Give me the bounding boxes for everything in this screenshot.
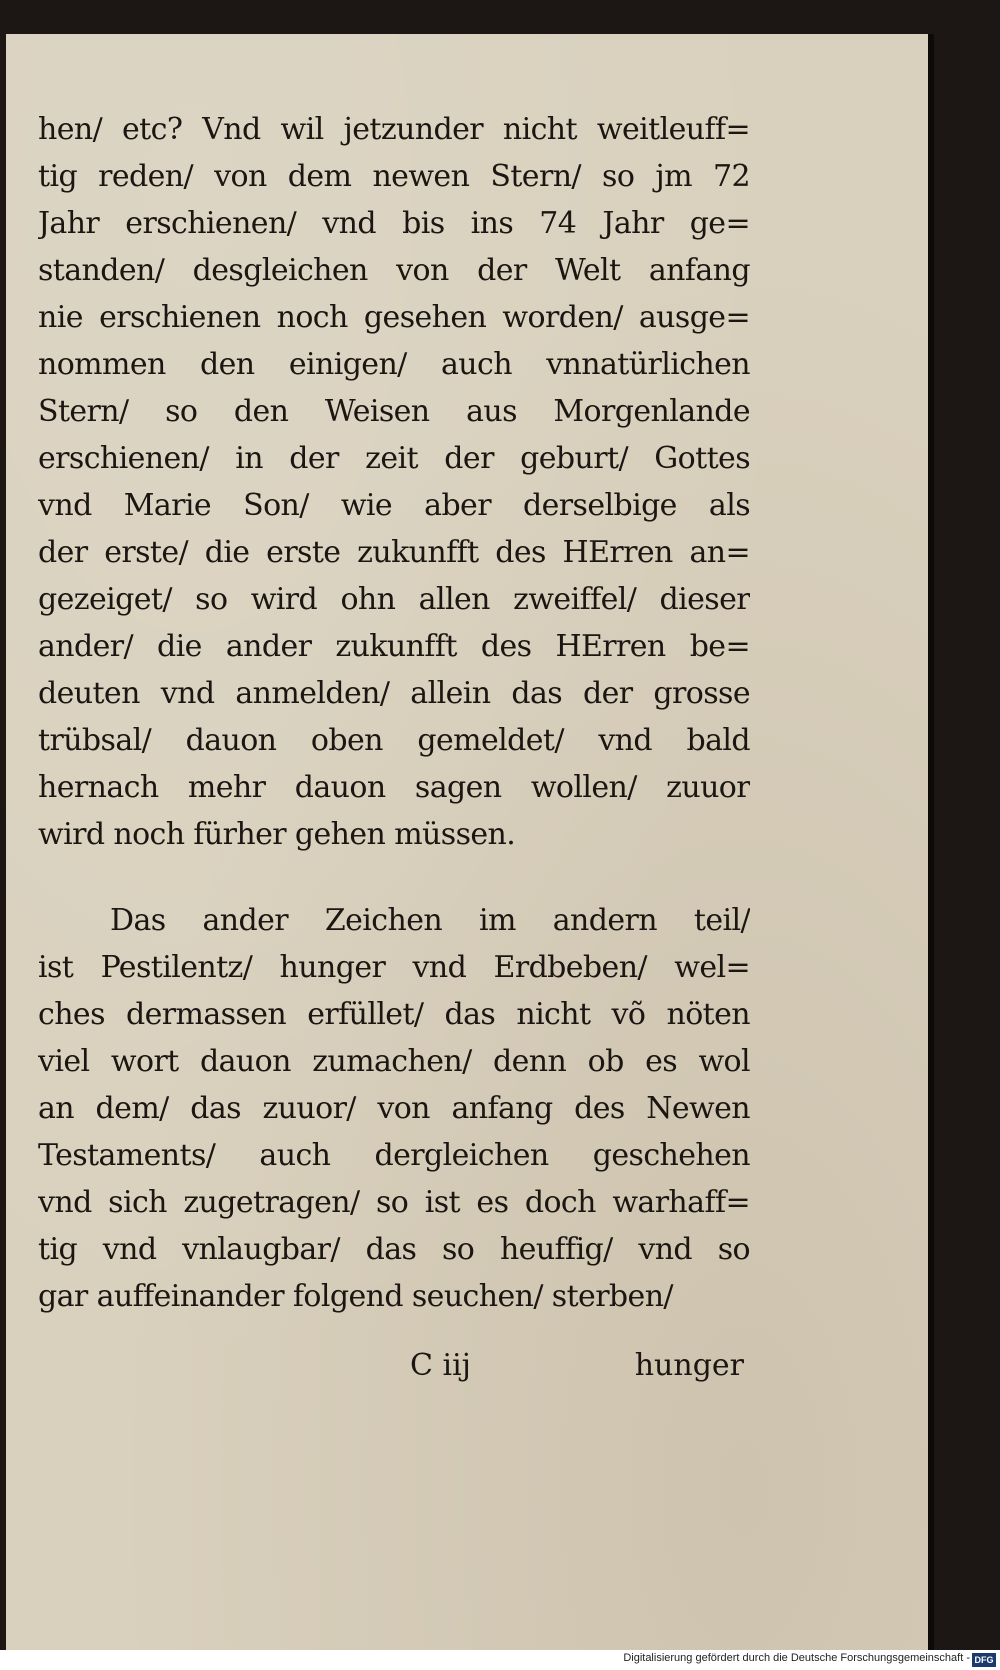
text-line: ches dermassen erfüllet/ das nicht võ nöten	[38, 997, 750, 1032]
text-line: Testaments/ auch dergleichen geschehen	[38, 1138, 750, 1173]
footer-bar	[0, 1650, 1000, 1670]
text-line: Das ander Zeichen im andern teil/	[110, 903, 750, 938]
text-line: nie erschienen noch gesehen worden/ ausge=	[38, 300, 750, 335]
dfg-logo-icon: DFG	[972, 1653, 996, 1667]
paragraph-2	[38, 897, 750, 1320]
text-line: deuten vnd anmelden/ allein das der grosse	[38, 676, 750, 711]
text-line: an dem/ das zuuor/ von anfang des Newen	[38, 1091, 750, 1126]
text-line: hen/ etc? Vnd wil jetzunder nicht weitleuff=	[38, 112, 750, 147]
paragraph-1	[38, 106, 750, 858]
text-line: vnd sich zugetragen/ so ist es doch warhaff=	[38, 1185, 750, 1220]
text-line: tig vnd vnlaugbar/ das so heuffig/ vnd so	[38, 1232, 750, 1267]
footer-credit: Digitalisierung gefördert durch die Deutsche Forschungsgemeinschaft -	[623, 1652, 970, 1664]
text-line: standen/ desgleichen von der Welt anfang	[38, 253, 750, 288]
book-page	[6, 34, 934, 1650]
page-foot	[32, 1342, 744, 1389]
text-line: nommen den einigen/ auch vnnatürlichen	[38, 347, 750, 382]
signature-mark: C iij	[410, 1348, 471, 1383]
text-line: hernach mehr dauon sagen wollen/ zuuor	[38, 770, 750, 805]
text-line: wird noch fürher gehen müssen.	[38, 817, 516, 852]
text-line: viel wort dauon zumachen/ denn ob es wol	[38, 1044, 750, 1079]
text-line: gar auffeinander folgend seuchen/ sterben/	[38, 1279, 673, 1314]
text-line: gezeiget/ so wird ohn allen zweiffel/ dieser	[38, 582, 750, 617]
text-line: Jahr erschienen/ vnd bis ins 74 Jahr ge=	[38, 206, 750, 241]
text-line: vnd Marie Son/ wie aber derselbige als	[38, 488, 750, 523]
text-line: ist Pestilentz/ hunger vnd Erdbeben/ wel=	[38, 950, 750, 985]
paragraph-gap	[38, 858, 750, 897]
text-line: trübsal/ dauon oben gemeldet/ vnd bald	[38, 723, 750, 758]
text-line: der erste/ die erste zukunfft des HErren an=	[38, 535, 750, 570]
text-line: ander/ die ander zukunfft des HErren be=	[38, 629, 750, 664]
text-line: erschienen/ in der zeit der geburt/ Gottes	[38, 441, 750, 476]
text-line: tig reden/ von dem newen Stern/ so jm 72	[38, 159, 750, 194]
text-line: Stern/ so den Weisen aus Morgenlande	[38, 394, 750, 429]
catchword: hunger	[634, 1348, 744, 1383]
text-block	[38, 106, 750, 1320]
